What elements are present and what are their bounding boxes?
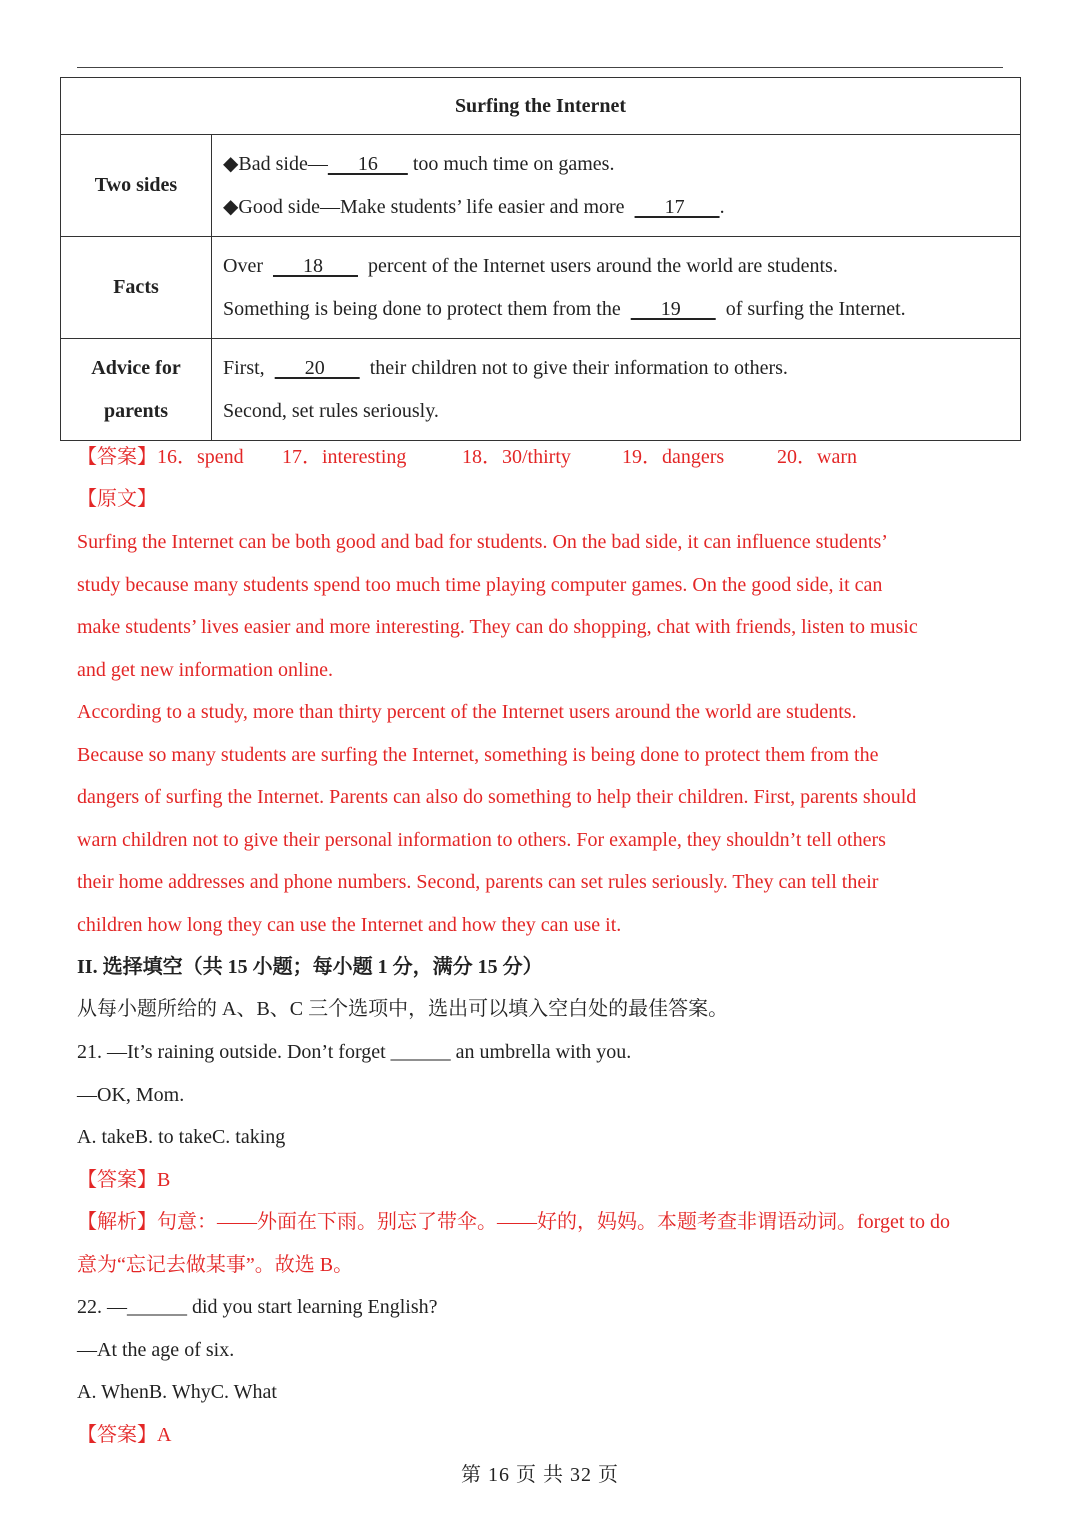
question-answer: 【答案】B bbox=[77, 1168, 171, 1191]
text-line: children how long they can use the Internet and how they can use it. bbox=[77, 913, 622, 936]
table-title: Surfing the Internet bbox=[61, 78, 1021, 135]
table-line: First, 20 their children not to give their information to others. bbox=[223, 347, 1020, 390]
section-heading: II. 选择填空（共 15 小题；每小题 1 分，满分 15 分） bbox=[77, 956, 543, 978]
question-analysis-cont: 意为“忘记去做某事”。故选 B。 bbox=[77, 1253, 354, 1276]
row-content bbox=[212, 237, 1021, 339]
blank-17: 17 bbox=[634, 195, 720, 218]
row-label: Advice for parents bbox=[61, 339, 212, 441]
question-21 bbox=[77, 1031, 1027, 1286]
section-instruction: 从每小题所给的 A、B、C 三个选项中，选出可以填入空白处的最佳答案。 bbox=[77, 998, 729, 1020]
question-stem: 21. —It’s raining outside. Don’t forget ______ an umbrella with you. bbox=[77, 1041, 632, 1063]
row-label: Two sides bbox=[61, 135, 212, 237]
question-reply: —OK, Mom. bbox=[77, 1083, 185, 1106]
question-analysis: 【解析】句意：——外面在下雨。别忘了带伞。——好的，妈妈。本题考查非谓语动词。forget to do bbox=[77, 1211, 950, 1233]
question-answer: 【答案】A bbox=[77, 1423, 172, 1446]
blank-18: 18 bbox=[272, 255, 358, 277]
text-line: Surfing the Internet can be both good and bad for students. On the bad side, it can influence students’ bbox=[77, 531, 888, 553]
table-row bbox=[61, 135, 1021, 237]
text-line: study because many students spend too much time playing computer games. On the good side, it can bbox=[77, 573, 883, 596]
question-stem: 22. —______ did you start learning English? bbox=[77, 1296, 438, 1318]
text-line: and get new information online. bbox=[77, 658, 334, 681]
table-row bbox=[61, 237, 1021, 339]
row-label: Facts bbox=[61, 237, 212, 339]
header-rule bbox=[77, 67, 1003, 68]
row-content bbox=[212, 339, 1021, 441]
question-reply: —At the age of six. bbox=[77, 1338, 235, 1361]
table-line: Over 18 percent of the Internet users around the world are students. bbox=[223, 245, 1020, 288]
page-number: 第 16 页 共 32 页 bbox=[461, 1464, 619, 1486]
summary-table bbox=[60, 77, 1021, 441]
text-line: According to a study, more than thirty percent of the Internet users around the world are students. bbox=[77, 701, 857, 723]
text-line: warn children not to give their personal information to others. For example, they shouldn’t tell others bbox=[77, 828, 886, 851]
question-options: A. takeB. to takeC. taking bbox=[77, 1126, 286, 1148]
table-line: ◆Bad side— 16 too much time on games. bbox=[223, 143, 1020, 186]
original-text-tag: 【原文】 bbox=[77, 488, 157, 510]
answer-key: 【答案】16．spend 17．interesting 18．30/thirty 19．dangers 20．warn bbox=[77, 446, 857, 468]
text-line: their home addresses and phone numbers. Second, parents can set rules seriously. They can tell their bbox=[77, 871, 879, 893]
text-line: make students’ lives easier and more interesting. They can do shopping, chat with friends, listen to music bbox=[77, 616, 918, 638]
blank-20: 20 bbox=[274, 357, 360, 379]
text-line: dangers of surfing the Internet. Parents can also do something to help their children. First, parents should bbox=[77, 786, 917, 808]
table-line: ◆Good side—Make students’ life easier and more 17 . bbox=[223, 186, 1020, 229]
question-options: A. WhenB. WhyC. What bbox=[77, 1381, 277, 1403]
row-content bbox=[212, 135, 1021, 237]
table-row bbox=[61, 339, 1021, 441]
text-line: Because so many students are surfing the Internet, something is being done to protect them from the bbox=[77, 743, 879, 766]
table-line: Something is being done to protect them from the 19 of surfing the Internet. bbox=[223, 288, 1020, 331]
original-text bbox=[77, 521, 1027, 946]
table-line: Second, set rules seriously. bbox=[223, 399, 439, 422]
blank-16: 16 bbox=[327, 153, 408, 175]
question-22 bbox=[77, 1286, 1027, 1456]
blank-19: 19 bbox=[630, 297, 716, 320]
